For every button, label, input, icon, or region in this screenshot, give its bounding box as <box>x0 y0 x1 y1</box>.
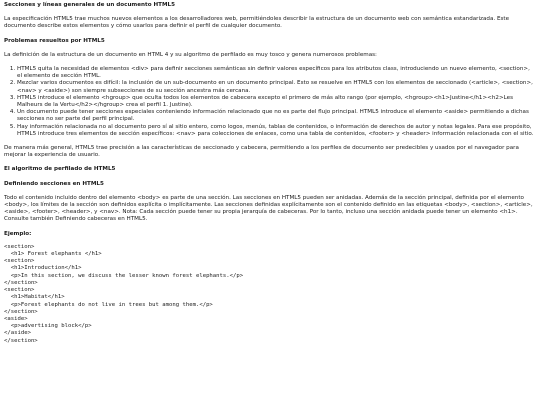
problems-heading: Problemas resueltos por HTML5 <box>4 37 105 44</box>
defining-heading: Definiendo secciones en HTML5 <box>4 180 104 187</box>
problems-intro: La definición de la estructura de un documento en HTML 4 y su algoritmo de perfilado es muy tosco y genera numerosos problemas: <box>4 51 377 58</box>
intro-paragraph: La especificación HTML5 trae muchos nuevos elementos a los desarrolladores web, permitiéndoles describir la estructura de un documento web con semántica estandarizada. Este documento describe estos elementos y cómo usarlos para definir el perfil de cualquier documento. <box>4 16 510 30</box>
list-item: 1. HTML5 quita la necesidad de elementos <div> para definir secciones semánticas sin definir valores específicos para los atributos class, introduciendo un nuevo elemento, <section>, el elemento de sección HTML. <box>17 66 536 80</box>
page-title: Secciones y líneas generales de un documento HTML5 <box>4 2 176 8</box>
example-heading: Ejemplo: <box>4 230 32 237</box>
list-item: 4. Un documento puede tener secciones especiales conteniendo información relacionado que no es parte del flujo principal. HTML5 introduce el elemento <aside> permitiendo a dichas secciones no ser parte del perfil principal. <box>17 109 536 123</box>
list-item: 2. Mezclar varios documentos es difícil: la inclusión de un sub-documento en un documento principal. Esto se resuelve en HTML5 con los elementos de seccionado (<article>, <section>, <nav> y <aside>) son siempre subsecciones de su sección ancestra más cercana. <box>17 80 536 94</box>
code-block: <section> <h1> Forest elephants </h1> <section> <h1>Introduction</h1> <p>In this section, we discuss the lesser known forest elephants.</p> </section> <section> <h1>Habitat</h1> <p>Forest elephants do not live in trees but among them.</p> </section> <aside> <p>advertising block</p> </aside> </section> <box>4 243 244 344</box>
algorithm-heading: El algoritmo de perfilado de HTML5 <box>4 166 116 173</box>
problems-outro: De manera más general, HTML5 trae precisión a las características de seccionado y cabecera, permitiendo a los perfiles de documento ser predecibles y usados por el navegador para mejorar la experiencia de usuario. <box>4 145 519 159</box>
problems-list <box>4 66 536 138</box>
code-example <box>4 244 536 345</box>
list-item: 5. Hay información relacionada no al documento pero sí al sitio entero, como logos, menús, tablas de contenidos, o información de derechos de autor y notas legales. Para ese propósito, HTML5 introduce tres elementos de sección específicos: <nav> para colecciones de enlaces, como una tabla de contenidos, <footer> y <header> información relacionada con el sitio. <box>17 124 536 138</box>
defining-paragraph: Todo el contenido incluido dentro del elemento <body> es parte de una sección. Las secciones en HTML5 pueden ser anidadas. Además de la sección principal, definida por el elemento <body>, los límites de la sección son definidos explícita o implícitamente. Las secciones definidas explícitamente son el contenido definido en las etiquetas <body>, <section>, <article>, <aside>, <footer>, <header>, y <nav>. Nota: Cada sección puede tener su propia jerarquía de cabeceras. Por lo tanto, incluso una sección anidada puede tener un elemento <h1>. Consulte también Definiendo cabeceras en HTML5. <box>4 194 533 223</box>
list-item: 3. HTML5 introduce el elemento <hgroup> que oculta todos los elementos de cabecera excepto el primero de más alto rango (por ejemplo, <hgroup><h1>Justine</h1><h2>Les Malheurs de la Vertu</h2></hgroup> crea el perfil 1. Justine). <box>17 95 536 109</box>
